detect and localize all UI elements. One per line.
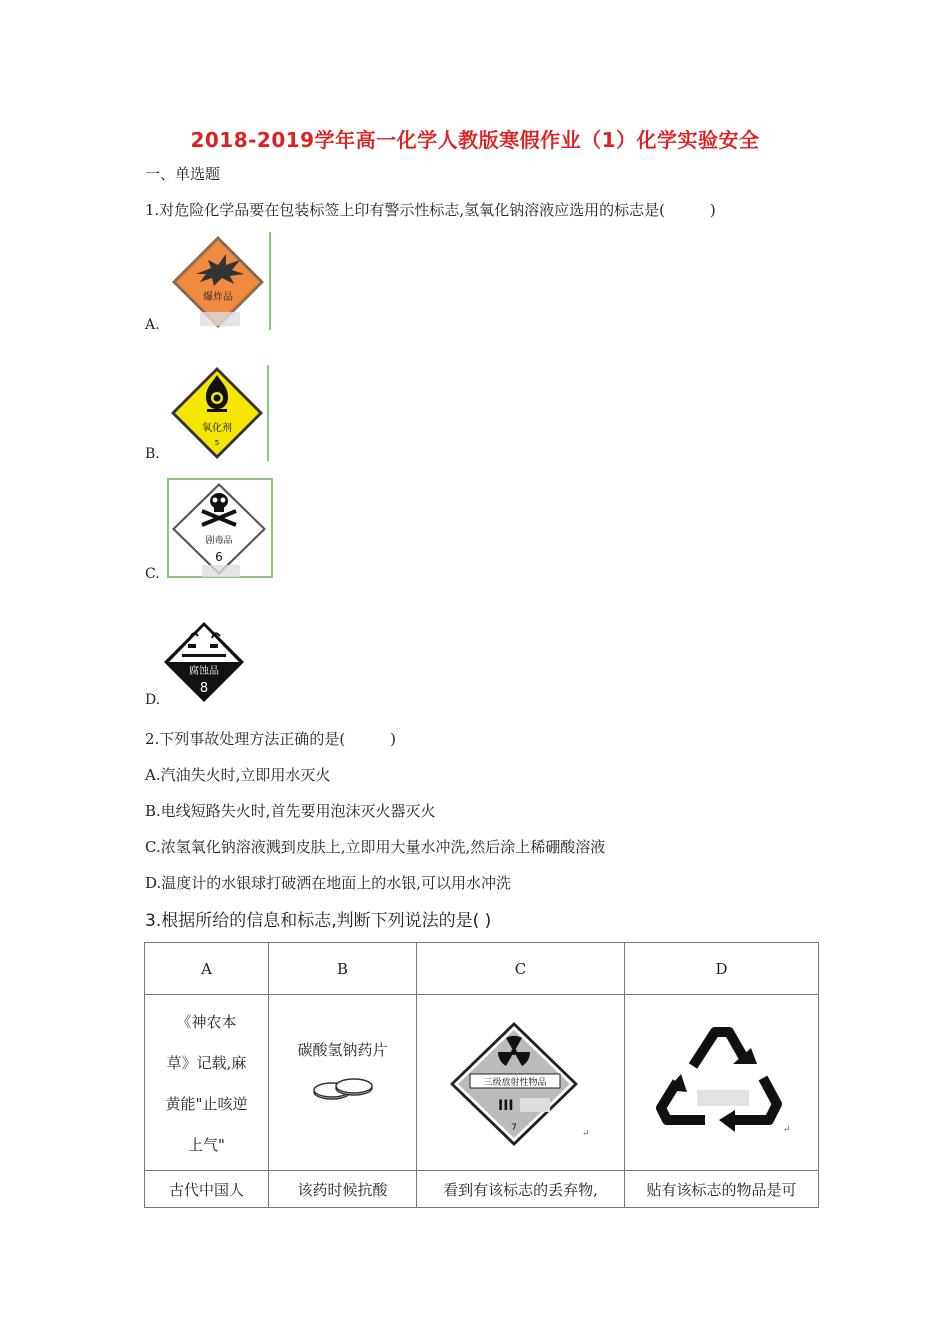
cell-a-content bbox=[145, 995, 269, 1171]
header-d: D bbox=[625, 943, 819, 995]
option-d-label: D. bbox=[145, 692, 161, 708]
question-1-stem: 1.对危险化学品要在包装标签上印有警示性标志,氢氧化钠溶液应选用的标志是( ) bbox=[145, 201, 716, 219]
radioactive-class-number: 7 bbox=[510, 1122, 517, 1133]
return-mark-icon: ↵ bbox=[581, 1128, 590, 1139]
corrosive-sign-image bbox=[160, 620, 248, 704]
cell-b-content bbox=[269, 995, 417, 1171]
header-b: B bbox=[269, 943, 417, 995]
toxic-label: 剧毒品 bbox=[205, 536, 233, 546]
radioactive-sign-image bbox=[446, 1018, 596, 1148]
cell-a-bottom: 古代中国人 bbox=[145, 1171, 269, 1208]
oxidizer-sign-image bbox=[166, 365, 272, 463]
header-a: A bbox=[145, 943, 269, 995]
toxic-class-number: 6 bbox=[215, 550, 223, 564]
question-3-table bbox=[144, 942, 819, 1208]
question-2-stem: 2.下列事故处理方法正确的是( ) bbox=[145, 730, 397, 748]
tablets-image bbox=[269, 1072, 416, 1108]
corrosive-class-number: 8 bbox=[199, 681, 209, 696]
cell-a-line: 上气" bbox=[188, 1135, 225, 1154]
question-2-option-a: A.汽油失火时,立即用水灭火 bbox=[145, 766, 331, 784]
question-3-stem: 3.根据所给的信息和标志,判断下列说法的是( ) bbox=[145, 911, 492, 931]
section-heading: 一、单选题 bbox=[145, 165, 221, 183]
recycle-sign-image bbox=[647, 1018, 797, 1148]
cell-a-line: 《神农本 bbox=[176, 1012, 237, 1031]
cell-c-bottom: 看到有该标志的丢弃物, bbox=[417, 1171, 625, 1208]
cell-b-text: 碳酸氢钠药片 bbox=[297, 1041, 388, 1059]
cell-a-line: 草》记载,麻 bbox=[166, 1053, 247, 1072]
oxidizer-class-number: 5 bbox=[214, 439, 220, 447]
option-a-label: A. bbox=[145, 317, 160, 333]
cell-d-bottom: 贴有该标志的物品是可 bbox=[625, 1171, 819, 1208]
document-title: 2018-2019学年高一化学人教版寒假作业（1）化学实验安全 bbox=[190, 128, 760, 152]
explosive-label: 爆炸品 bbox=[203, 292, 233, 303]
explosive-sign-image bbox=[166, 232, 274, 332]
radioactive-label: 三级放射性物品 bbox=[482, 1077, 547, 1088]
recycle-arrows-icon bbox=[661, 1032, 777, 1120]
oxidizer-label: 氧化剂 bbox=[202, 423, 232, 434]
header-c: C bbox=[417, 943, 625, 995]
table-bottom-row bbox=[145, 1171, 819, 1208]
cell-c-content bbox=[417, 995, 625, 1171]
toxic-sign-image bbox=[166, 477, 276, 581]
corrosive-label: 腐蚀品 bbox=[189, 666, 219, 677]
table-header-row bbox=[145, 943, 819, 995]
question-2-option-c: C.浓氢氧化钠溶液溅到皮肤上,立即用大量水冲洗,然后涂上稀硼酸溶液 bbox=[145, 838, 606, 856]
table-content-row bbox=[145, 995, 819, 1171]
cell-b-bottom: 该药时候抗酸 bbox=[269, 1171, 417, 1208]
cell-a-line: 黄能"止咳逆 bbox=[165, 1094, 248, 1113]
question-2-option-d: D.温度计的水银球打破洒在地面上的水银,可以用水冲洗 bbox=[145, 874, 512, 892]
cell-d-content bbox=[625, 995, 819, 1171]
question-2-option-b: B.电线短路失火时,首先要用泡沫灭火器灭火 bbox=[145, 802, 436, 820]
option-b-label: B. bbox=[145, 446, 160, 462]
return-mark-icon: ↵ bbox=[782, 1124, 791, 1135]
radioactive-roman-numeral: III bbox=[497, 1097, 514, 1114]
option-c-label: C. bbox=[145, 566, 160, 582]
